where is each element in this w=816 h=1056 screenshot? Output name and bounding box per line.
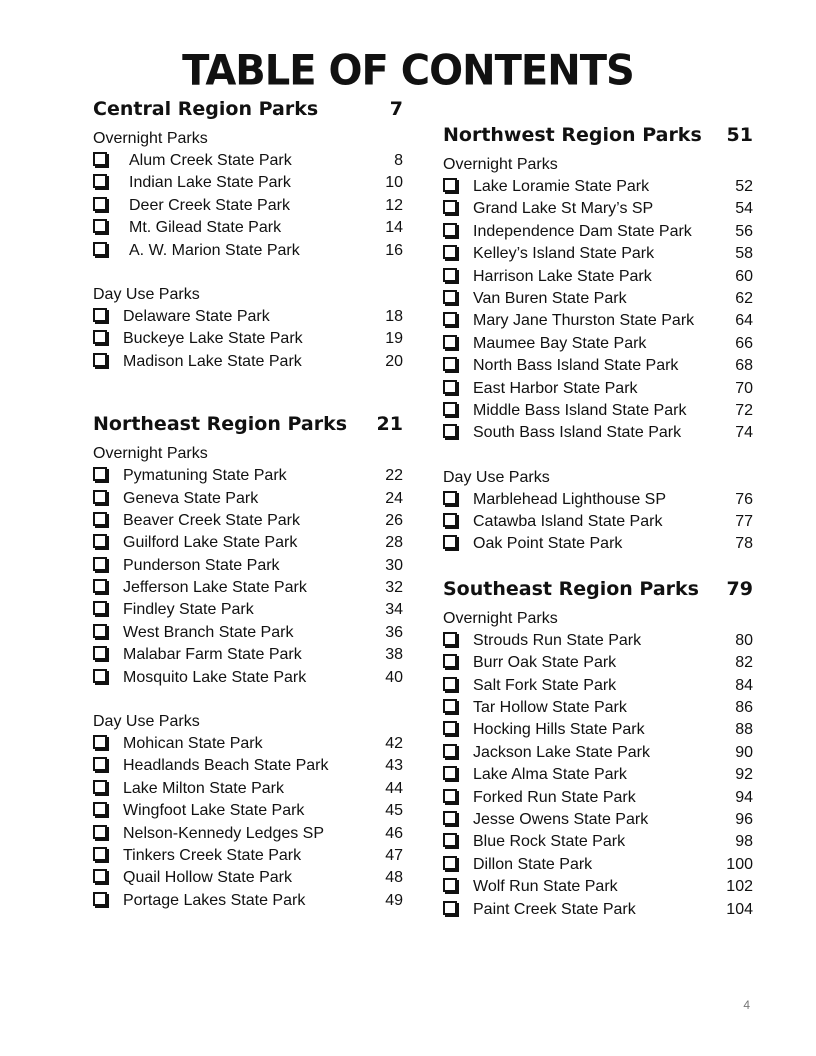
toc-entry[interactable] bbox=[443, 198, 753, 220]
park-name: Maumee Bay State Park bbox=[473, 334, 647, 352]
park-page-number: 74 bbox=[735, 424, 753, 442]
park-name: Quail Hollow State Park bbox=[123, 869, 292, 887]
park-page-number: 92 bbox=[735, 766, 753, 784]
checkbox-icon[interactable] bbox=[443, 424, 457, 438]
park-page-number: 64 bbox=[735, 312, 753, 330]
checkbox-icon[interactable] bbox=[443, 766, 457, 780]
park-page-number: 66 bbox=[735, 334, 753, 352]
park-name: Lake Loramie State Park bbox=[473, 178, 650, 195]
checkbox-icon[interactable] bbox=[443, 856, 457, 870]
page-title: TABLE OF CONTENTS bbox=[182, 46, 634, 96]
toc-entry[interactable] bbox=[443, 489, 753, 511]
toc-entry[interactable] bbox=[93, 465, 403, 487]
toc-entry[interactable] bbox=[93, 890, 403, 912]
checkbox-icon[interactable] bbox=[93, 308, 107, 322]
park-name: Alum Creek State Park bbox=[129, 152, 292, 169]
park-name: Deer Creek State Park bbox=[129, 196, 290, 214]
park-name: Van Buren State Park bbox=[473, 289, 627, 307]
park-group bbox=[93, 284, 403, 373]
toc-entry[interactable] bbox=[93, 306, 403, 328]
checkbox-icon[interactable] bbox=[443, 402, 457, 416]
park-page-number: 22 bbox=[385, 467, 403, 485]
checkbox-icon[interactable] bbox=[443, 811, 457, 825]
toc-entry[interactable] bbox=[443, 288, 753, 310]
region-page-number: 79 bbox=[726, 577, 753, 600]
park-name: Indian Lake State Park bbox=[129, 174, 291, 192]
group-label: Day Use Parks bbox=[443, 468, 550, 486]
toc-entry[interactable] bbox=[443, 652, 753, 674]
toc-entry[interactable] bbox=[443, 243, 753, 265]
park-name: Forked Run State Park bbox=[473, 788, 636, 806]
toc-entry[interactable] bbox=[443, 899, 753, 921]
park-name: Oak Point State Park bbox=[473, 535, 623, 553]
checkbox-icon[interactable] bbox=[93, 579, 107, 593]
park-page-number: 32 bbox=[385, 579, 403, 597]
park-page-number: 47 bbox=[385, 846, 403, 864]
toc-entry[interactable] bbox=[443, 400, 753, 422]
toc-entry[interactable] bbox=[93, 667, 403, 689]
park-name: Dillon State Park bbox=[473, 855, 593, 873]
checkbox-icon[interactable] bbox=[443, 901, 457, 915]
left-column bbox=[93, 98, 403, 934]
checkbox-icon[interactable] bbox=[93, 624, 107, 638]
toc-entry[interactable] bbox=[443, 742, 753, 764]
park-page-number: 70 bbox=[735, 379, 753, 397]
checkbox-icon[interactable] bbox=[443, 223, 457, 237]
toc-entry[interactable] bbox=[443, 876, 753, 898]
region-heading[interactable] bbox=[443, 124, 753, 152]
park-name: Madison Lake State Park bbox=[123, 352, 302, 370]
group-label: Day Use Parks bbox=[93, 285, 200, 303]
region-name: Southeast Region Parks bbox=[443, 577, 699, 600]
park-name: Delaware State Park bbox=[123, 307, 270, 325]
park-name: A. W. Marion State Park bbox=[129, 241, 300, 259]
checkbox-icon[interactable] bbox=[443, 178, 457, 192]
toc-entry[interactable] bbox=[93, 510, 403, 532]
park-name: East Harbor State Park bbox=[473, 379, 638, 397]
park-page-number: 16 bbox=[385, 241, 403, 259]
park-page-number: 84 bbox=[735, 676, 753, 694]
park-page-number: 62 bbox=[735, 289, 753, 307]
park-name: Middle Bass Island State Park bbox=[473, 401, 687, 419]
checkbox-icon[interactable] bbox=[93, 802, 107, 816]
footer-page-number: 4 bbox=[743, 998, 750, 1012]
toc-entry[interactable] bbox=[93, 195, 403, 217]
toc-entry[interactable] bbox=[443, 422, 753, 444]
toc-entry[interactable] bbox=[93, 622, 403, 644]
park-name: Geneva State Park bbox=[123, 489, 259, 507]
park-name: Beaver Creek State Park bbox=[123, 511, 300, 529]
park-name: Grand Lake St Mary’s SP bbox=[473, 200, 654, 218]
park-name: Jesse Owens State Park bbox=[473, 810, 649, 828]
checkbox-icon[interactable] bbox=[443, 632, 457, 646]
toc-entry[interactable] bbox=[443, 719, 753, 741]
toc-entry[interactable] bbox=[93, 644, 403, 666]
park-page-number: 45 bbox=[385, 802, 403, 820]
toc-entry[interactable] bbox=[443, 697, 753, 719]
park-page-number: 10 bbox=[385, 174, 403, 192]
checkbox-icon[interactable] bbox=[93, 825, 107, 839]
park-page-number: 48 bbox=[385, 869, 403, 887]
park-page-number: 14 bbox=[385, 219, 403, 237]
checkbox-icon[interactable] bbox=[443, 699, 457, 713]
toc-entry[interactable] bbox=[443, 511, 753, 533]
park-page-number: 40 bbox=[385, 668, 403, 686]
checkbox-icon[interactable] bbox=[93, 869, 107, 883]
checkbox-icon[interactable] bbox=[443, 878, 457, 892]
checkbox-icon[interactable] bbox=[443, 200, 457, 214]
park-group bbox=[443, 154, 753, 445]
checkbox-icon[interactable] bbox=[443, 357, 457, 371]
toc-entry[interactable] bbox=[93, 867, 403, 889]
checkbox-icon[interactable] bbox=[443, 491, 457, 505]
checkbox-icon[interactable] bbox=[443, 833, 457, 847]
toc-entry[interactable] bbox=[443, 176, 753, 198]
park-name: Pymatuning State Park bbox=[123, 467, 287, 485]
toc-entry[interactable] bbox=[443, 630, 753, 652]
region-section-northwest-region-parks bbox=[443, 124, 753, 556]
park-name: Blue Rock State Park bbox=[473, 833, 626, 851]
toc-entry[interactable] bbox=[443, 310, 753, 332]
checkbox-icon[interactable] bbox=[443, 290, 457, 304]
park-page-number: 52 bbox=[735, 178, 753, 195]
region-section-central-region-parks bbox=[93, 98, 403, 373]
region-page-number: 21 bbox=[376, 413, 403, 436]
park-page-number: 43 bbox=[385, 757, 403, 775]
park-name: Marblehead Lighthouse SP bbox=[473, 490, 667, 508]
park-page-number: 19 bbox=[385, 330, 403, 348]
park-page-number: 96 bbox=[735, 810, 753, 828]
park-group bbox=[443, 467, 753, 556]
checkbox-icon[interactable] bbox=[443, 535, 457, 549]
checkbox-icon[interactable] bbox=[443, 513, 457, 527]
park-page-number: 30 bbox=[385, 556, 403, 574]
region-name: Northeast Region Parks bbox=[93, 413, 348, 436]
region-heading[interactable] bbox=[443, 578, 753, 606]
checkbox-icon[interactable] bbox=[93, 892, 107, 906]
park-name: Nelson-Kennedy Ledges SP bbox=[123, 824, 325, 842]
checkbox-icon[interactable] bbox=[93, 847, 107, 861]
region-name: Northwest Region Parks bbox=[443, 124, 702, 146]
park-group bbox=[93, 443, 403, 689]
park-page-number: 8 bbox=[394, 152, 403, 169]
park-page-number: 56 bbox=[735, 222, 753, 240]
toc-entry[interactable] bbox=[443, 809, 753, 831]
park-page-number: 100 bbox=[726, 855, 753, 873]
park-page-number: 90 bbox=[735, 743, 753, 761]
group-label: Overnight Parks bbox=[443, 156, 558, 173]
park-name: Headlands Beach State Park bbox=[123, 757, 329, 775]
park-name: Mary Jane Thurston State Park bbox=[473, 312, 695, 330]
checkbox-icon[interactable] bbox=[93, 669, 107, 683]
park-page-number: 80 bbox=[735, 631, 753, 649]
toc-entry[interactable] bbox=[443, 221, 753, 243]
park-page-number: 98 bbox=[735, 833, 753, 851]
toc-entry[interactable] bbox=[93, 733, 403, 755]
park-name: Wingfoot Lake State Park bbox=[123, 802, 305, 820]
park-name: Jefferson Lake State Park bbox=[123, 579, 307, 597]
toc-entry[interactable] bbox=[93, 488, 403, 510]
park-name: Punderson State Park bbox=[123, 556, 280, 574]
park-name: Strouds Run State Park bbox=[473, 631, 642, 649]
checkbox-icon[interactable] bbox=[443, 380, 457, 394]
region-page-number: 51 bbox=[726, 124, 753, 146]
park-page-number: 36 bbox=[385, 623, 403, 641]
park-page-number: 94 bbox=[735, 788, 753, 806]
park-page-number: 102 bbox=[726, 878, 753, 896]
toc-entry[interactable] bbox=[93, 240, 403, 262]
toc-entry[interactable] bbox=[93, 845, 403, 867]
checkbox-icon[interactable] bbox=[93, 353, 107, 367]
group-label: Overnight Parks bbox=[93, 445, 208, 463]
park-group bbox=[93, 128, 403, 262]
checkbox-icon[interactable] bbox=[93, 174, 107, 188]
toc-entry[interactable] bbox=[93, 599, 403, 621]
checkbox-icon[interactable] bbox=[443, 654, 457, 668]
park-name: Burr Oak State Park bbox=[473, 654, 617, 672]
region-heading[interactable] bbox=[93, 413, 403, 441]
park-page-number: 86 bbox=[735, 699, 753, 717]
park-page-number: 12 bbox=[385, 196, 403, 214]
park-name: Catawba Island State Park bbox=[473, 513, 663, 531]
park-name: West Branch State Park bbox=[123, 623, 294, 641]
park-page-number: 28 bbox=[385, 534, 403, 552]
region-section-southeast-region-parks bbox=[443, 578, 753, 921]
park-name: Wolf Run State Park bbox=[473, 878, 618, 896]
toc-entry[interactable] bbox=[93, 778, 403, 800]
checkbox-icon[interactable] bbox=[443, 721, 457, 735]
park-name: Paint Creek State Park bbox=[473, 900, 636, 918]
checkbox-icon[interactable] bbox=[93, 512, 107, 526]
park-page-number: 26 bbox=[385, 511, 403, 529]
park-name: Findley State Park bbox=[123, 601, 254, 619]
toc-entry[interactable] bbox=[443, 378, 753, 400]
toc-entry[interactable] bbox=[93, 577, 403, 599]
park-name: Lake Milton State Park bbox=[123, 779, 284, 797]
checkbox-icon[interactable] bbox=[93, 534, 107, 548]
park-name: Tar Hollow State Park bbox=[473, 699, 627, 717]
checkbox-icon[interactable] bbox=[93, 490, 107, 504]
right-column bbox=[443, 124, 753, 943]
park-page-number: 54 bbox=[735, 200, 753, 218]
toc-entry[interactable] bbox=[93, 823, 403, 845]
park-page-number: 68 bbox=[735, 357, 753, 375]
toc-entry[interactable] bbox=[443, 266, 753, 288]
park-page-number: 38 bbox=[385, 646, 403, 664]
park-name: Malabar Farm State Park bbox=[123, 646, 302, 664]
park-page-number: 104 bbox=[726, 900, 753, 918]
park-page-number: 42 bbox=[385, 735, 403, 753]
park-name: Mosquito Lake State Park bbox=[123, 668, 307, 686]
park-page-number: 58 bbox=[735, 245, 753, 263]
toc-entry[interactable] bbox=[93, 800, 403, 822]
toc-entry[interactable] bbox=[443, 333, 753, 355]
park-group bbox=[93, 711, 403, 912]
checkbox-icon[interactable] bbox=[93, 735, 107, 749]
checkbox-icon[interactable] bbox=[93, 601, 107, 615]
checkbox-icon[interactable] bbox=[443, 335, 457, 349]
region-section-northeast-region-parks bbox=[93, 413, 403, 912]
park-page-number: 72 bbox=[735, 401, 753, 419]
park-page-number: 44 bbox=[385, 779, 403, 797]
group-label: Overnight Parks bbox=[93, 130, 208, 147]
park-name: Tinkers Creek State Park bbox=[123, 846, 302, 864]
toc-entry[interactable] bbox=[443, 787, 753, 809]
park-name: Hocking Hills State Park bbox=[473, 721, 645, 739]
checkbox-icon[interactable] bbox=[93, 219, 107, 233]
park-page-number: 88 bbox=[735, 721, 753, 739]
park-name: Portage Lakes State Park bbox=[123, 891, 306, 909]
park-group bbox=[443, 608, 753, 921]
checkbox-icon[interactable] bbox=[443, 677, 457, 691]
park-page-number: 76 bbox=[735, 490, 753, 508]
toc-entry[interactable] bbox=[443, 533, 753, 555]
park-page-number: 60 bbox=[735, 267, 753, 285]
park-name: Guilford Lake State Park bbox=[123, 534, 298, 552]
toc-entry[interactable] bbox=[93, 555, 403, 577]
checkbox-icon[interactable] bbox=[443, 268, 457, 282]
toc-entry[interactable] bbox=[443, 675, 753, 697]
checkbox-icon[interactable] bbox=[443, 789, 457, 803]
park-page-number: 82 bbox=[735, 654, 753, 672]
park-name: Mt. Gilead State Park bbox=[129, 219, 282, 237]
park-name: Mohican State Park bbox=[123, 735, 263, 753]
toc-entry[interactable] bbox=[93, 217, 403, 239]
park-page-number: 24 bbox=[385, 489, 403, 507]
checkbox-icon[interactable] bbox=[93, 242, 107, 256]
park-name: North Bass Island State Park bbox=[473, 357, 679, 375]
park-name: Lake Alma State Park bbox=[473, 766, 627, 784]
checkbox-icon[interactable] bbox=[93, 780, 107, 794]
toc-entry[interactable] bbox=[93, 755, 403, 777]
toc-entry[interactable] bbox=[93, 172, 403, 194]
checkbox-icon[interactable] bbox=[93, 152, 107, 166]
checkbox-icon[interactable] bbox=[443, 245, 457, 259]
park-page-number: 49 bbox=[385, 891, 403, 909]
group-label: Day Use Parks bbox=[93, 713, 200, 731]
toc-entry[interactable] bbox=[443, 831, 753, 853]
toc-entry[interactable] bbox=[443, 764, 753, 786]
toc-entry[interactable] bbox=[443, 854, 753, 876]
checkbox-icon[interactable] bbox=[93, 330, 107, 344]
park-page-number: 46 bbox=[385, 824, 403, 842]
park-name: Salt Fork State Park bbox=[473, 676, 617, 694]
toc-entry[interactable] bbox=[93, 532, 403, 554]
park-name: South Bass Island State Park bbox=[473, 424, 682, 442]
checkbox-icon[interactable] bbox=[93, 646, 107, 660]
park-page-number: 77 bbox=[735, 513, 753, 531]
toc-entry[interactable] bbox=[93, 328, 403, 350]
park-name: Jackson Lake State Park bbox=[473, 743, 650, 761]
toc-entry[interactable] bbox=[443, 355, 753, 377]
toc-entry[interactable] bbox=[93, 351, 403, 373]
checkbox-icon[interactable] bbox=[443, 312, 457, 326]
park-name: Harrison Lake State Park bbox=[473, 267, 652, 285]
park-page-number: 20 bbox=[385, 352, 403, 370]
region-heading[interactable] bbox=[93, 98, 403, 126]
region-page-number: 7 bbox=[389, 98, 403, 120]
region-name: Central Region Parks bbox=[93, 98, 319, 120]
checkbox-icon[interactable] bbox=[93, 197, 107, 211]
toc-entry[interactable] bbox=[93, 150, 403, 172]
checkbox-icon[interactable] bbox=[93, 757, 107, 771]
checkbox-icon[interactable] bbox=[93, 467, 107, 481]
park-name: Buckeye Lake State Park bbox=[123, 330, 303, 348]
park-name: Independence Dam State Park bbox=[473, 222, 692, 240]
park-page-number: 78 bbox=[735, 535, 753, 553]
park-name: Kelley’s Island State Park bbox=[473, 245, 655, 263]
checkbox-icon[interactable] bbox=[443, 744, 457, 758]
checkbox-icon[interactable] bbox=[93, 557, 107, 571]
park-page-number: 34 bbox=[385, 601, 403, 619]
group-label: Overnight Parks bbox=[443, 609, 558, 627]
park-page-number: 18 bbox=[385, 307, 403, 325]
